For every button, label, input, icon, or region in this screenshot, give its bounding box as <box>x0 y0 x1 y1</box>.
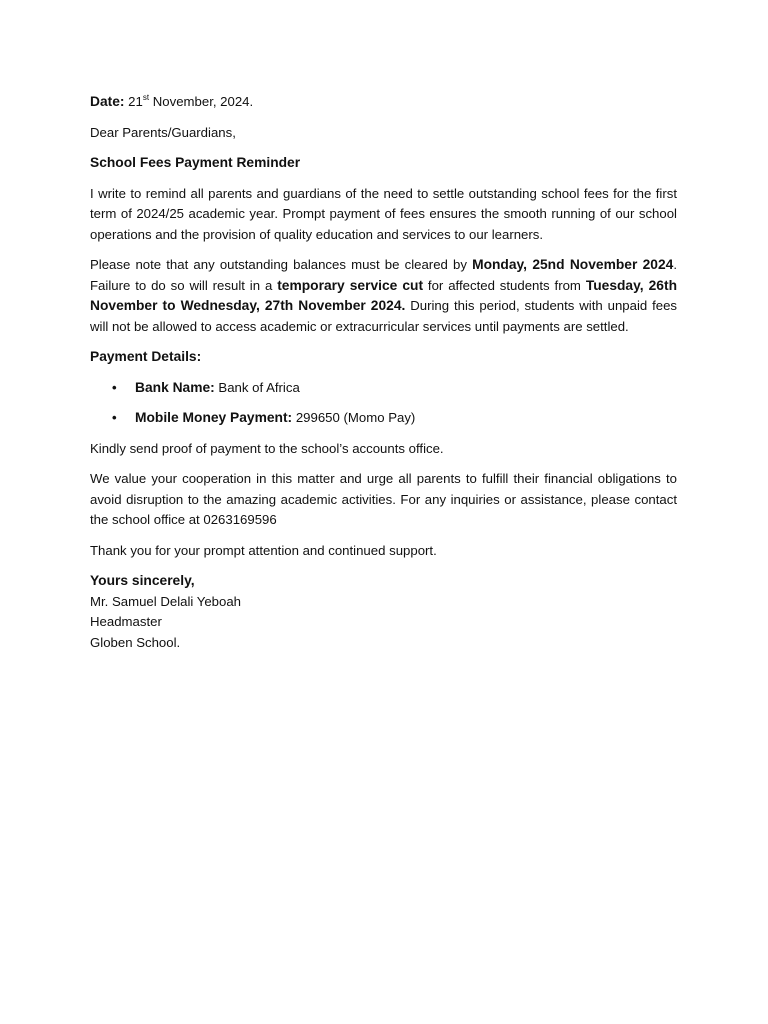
deadline-text-3: for affected students from <box>423 277 586 293</box>
signatory-title: Headmaster <box>90 614 162 629</box>
service-cut-period: Tuesday, 26th November to Wednesday, 27th November 2024. <box>90 277 678 313</box>
letter-subject: School Fees Payment Reminder <box>90 155 301 170</box>
mobile-money-label: Mobile Money Payment: <box>135 410 293 425</box>
thanks-line: Thank you for your prompt attention and continued support. <box>90 542 437 558</box>
date-day: 21 <box>128 94 143 109</box>
deadline-text-2: . Failure to do so will result in a <box>90 257 677 293</box>
date-line <box>90 92 677 113</box>
paragraph-deadline <box>90 255 677 337</box>
paragraph-cooperation: We value your cooperation in this matter and urge all parents to fulfill their financial obligations to avoid disruption to the amazing academic activities. For any inquiries or assistance, please contact the school office at 0263169596 <box>90 471 677 527</box>
bullet-icon: • <box>112 379 117 395</box>
list-item <box>90 378 677 399</box>
bank-name-value: Bank of Africa <box>218 379 300 395</box>
list-item <box>90 408 677 429</box>
deadline-text-1: Please note that any outstanding balances must be cleared by <box>90 257 473 272</box>
mobile-money-value: 299650 (Momo Pay) <box>295 410 416 425</box>
payment-details-list <box>90 378 677 429</box>
deadline-date: Monday, 25nd November 2024 <box>472 257 674 272</box>
salutation: Dear Parents/Guardians, <box>90 124 236 140</box>
school-name: Globen School. <box>90 634 181 650</box>
bullet-icon: • <box>112 410 117 425</box>
signatory-name: Mr. Samuel Delali Yeboah <box>90 593 242 609</box>
proof-note: Kindly send proof of payment to the school’s accounts office. <box>90 440 444 456</box>
bank-name-label: Bank Name: <box>135 379 215 395</box>
date-label: Date: <box>90 94 125 109</box>
deadline-text-4: During this period, students with unpaid fees will not be allowed to access academic or extracurricular services until payments are settled. <box>90 298 678 334</box>
paragraph-intro: I write to remind all parents and guardians of the need to settle outstanding school fees for the first term of 2024/25 academic year. Prompt payment of fees ensures the smooth running of our school operations and the provision of quality education and services to our learners. <box>90 185 677 242</box>
closing-line: Yours sincerely, <box>90 573 195 588</box>
date-suffix: st <box>142 92 150 102</box>
signature-block <box>90 571 677 653</box>
service-cut-text: temporary service cut <box>277 277 424 293</box>
payment-details-heading: Payment Details: <box>90 349 202 364</box>
date-rest: November, 2024. <box>152 94 254 109</box>
